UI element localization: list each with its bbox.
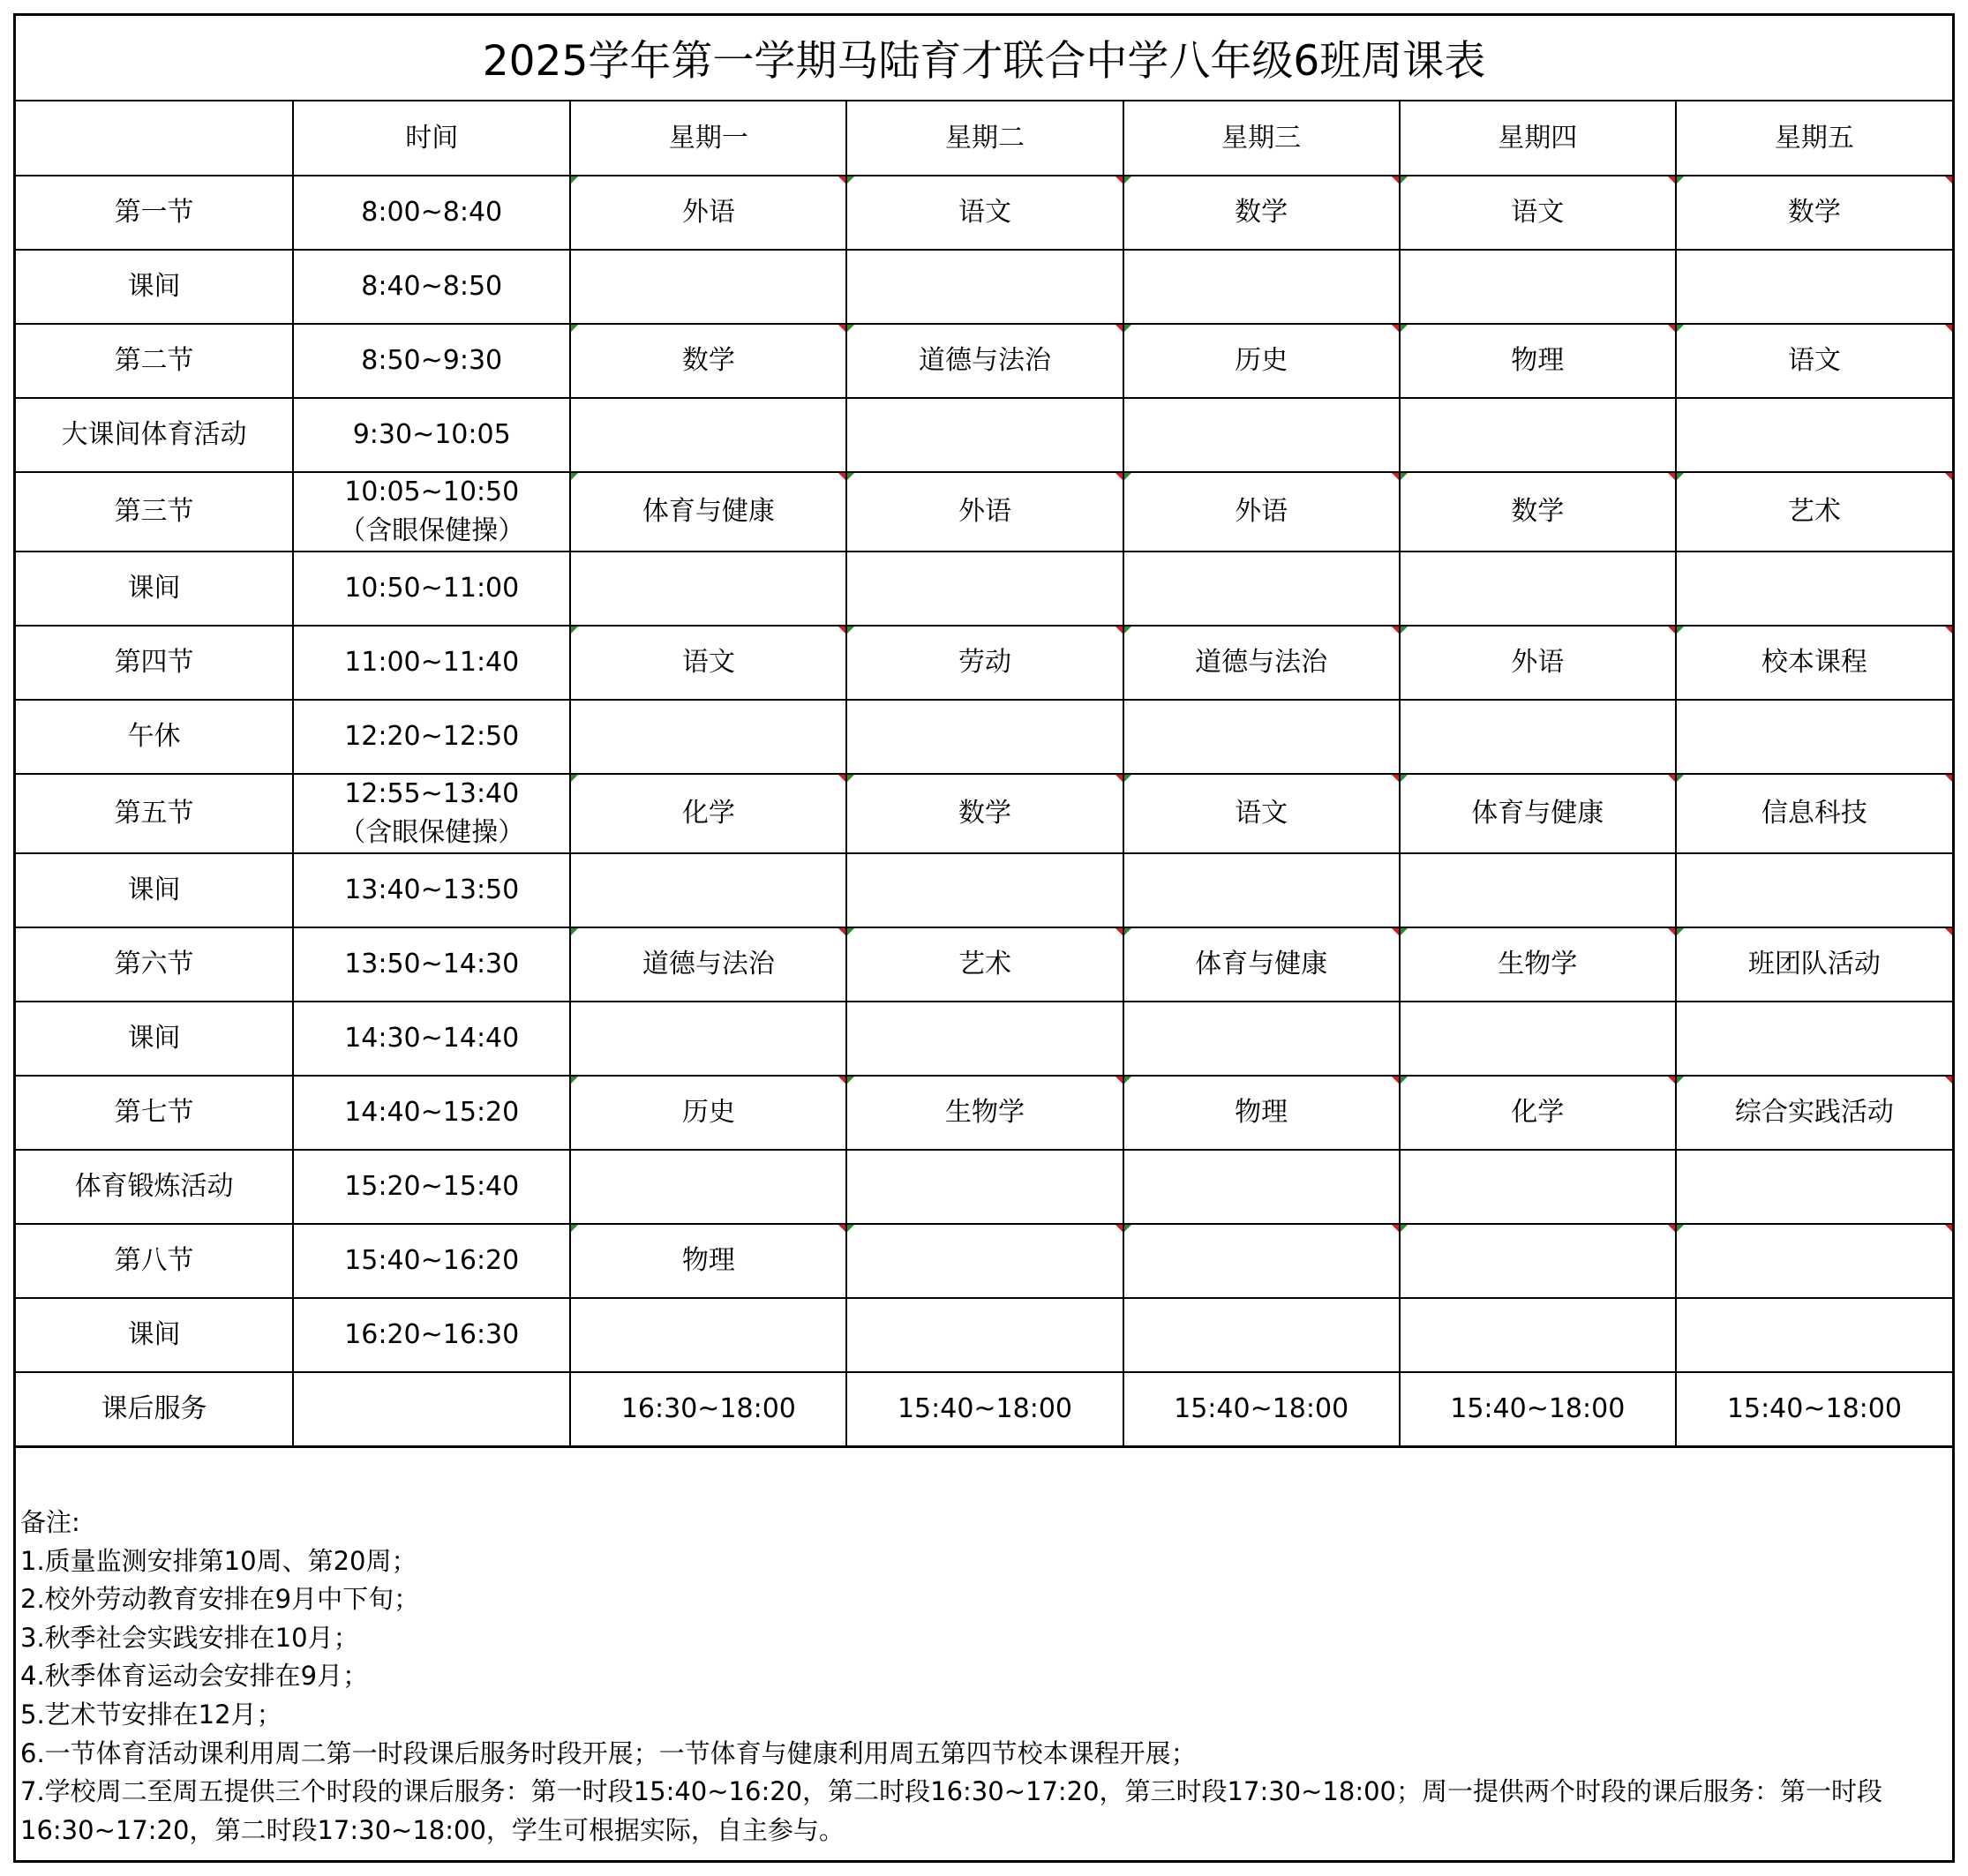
time-line: 14:40~15:20 (344, 1097, 520, 1128)
timetable-cell[interactable]: 语文 (1400, 176, 1676, 250)
header-cell-monday: 星期一 (570, 101, 846, 176)
timetable-cell[interactable] (570, 552, 846, 626)
table-row (16, 324, 1952, 398)
timetable-cell[interactable] (846, 552, 1123, 626)
note-item: 2.校外劳动教育安排在9月中下旬； (20, 1584, 420, 1615)
time-line: 8:40~8:50 (361, 271, 503, 302)
period-time (293, 1076, 570, 1150)
timetable-cell[interactable] (846, 1002, 1123, 1076)
header-cell-thursday: 星期四 (1400, 101, 1676, 176)
period-label: 第六节 (16, 927, 293, 1002)
timetable-cell[interactable]: 外语 (570, 176, 846, 250)
timetable-cell[interactable] (1123, 1224, 1400, 1298)
period-label: 第八节 (16, 1224, 293, 1298)
timetable-cell[interactable] (1676, 1224, 1952, 1298)
time-line: 15:40~16:20 (344, 1245, 520, 1276)
table-row (16, 1150, 1952, 1224)
period-label: 第三节 (16, 472, 293, 552)
timetable-cell[interactable] (1400, 700, 1676, 774)
time-line: 13:40~13:50 (344, 874, 520, 905)
timetable-cell[interactable]: 劳动 (846, 626, 1123, 700)
timetable-cell[interactable] (1400, 398, 1676, 472)
timetable-cell[interactable] (1676, 250, 1952, 324)
period-label: 课间 (16, 1298, 293, 1372)
period-label: 课间 (16, 853, 293, 927)
timetable-cell[interactable] (1676, 853, 1952, 927)
timetable-cell[interactable]: 历史 (570, 1076, 846, 1150)
time-line: 13:50~14:30 (344, 949, 520, 979)
timetable-cell[interactable] (1676, 1150, 1952, 1224)
timetable-cell[interactable] (1400, 1002, 1676, 1076)
timetable-cell[interactable]: 生物学 (1400, 927, 1676, 1002)
timetable-cell[interactable] (570, 250, 846, 324)
timetable-cell[interactable] (570, 853, 846, 927)
timetable-cell[interactable] (570, 700, 846, 774)
timetable-cell[interactable]: 外语 (846, 472, 1123, 552)
timetable-cell[interactable]: 数学 (1676, 176, 1952, 250)
timetable-cell[interactable]: 外语 (1400, 626, 1676, 700)
note-item: 6.一节体育活动课利用周二第一时段课后服务时段开展；一节体育与健康利用周五第四节校本课程开展； (20, 1737, 1197, 1768)
timetable-cell[interactable] (1123, 1298, 1400, 1372)
timetable-cell[interactable] (1123, 250, 1400, 324)
header-cell-wednesday: 星期三 (1123, 101, 1400, 176)
notes-heading: 备注: (20, 1507, 80, 1537)
header-cell-time: 时间 (293, 101, 570, 176)
period-time (293, 1002, 570, 1076)
period-time (293, 552, 570, 626)
timetable-cell[interactable]: 校本课程 (1676, 626, 1952, 700)
timetable-cell[interactable] (1123, 1150, 1400, 1224)
timetable-cell[interactable] (1123, 552, 1400, 626)
time-line: 11:00~11:40 (344, 647, 520, 678)
page-title: 2025学年第一学期马陆育才联合中学八年级6班周课表 (16, 16, 1952, 101)
timetable-cell[interactable]: 15:40~18:00 (846, 1372, 1123, 1446)
table-row (16, 853, 1952, 927)
timetable-cell[interactable]: 15:40~18:00 (1400, 1372, 1676, 1446)
timetable-cell[interactable]: 综合实践活动 (1676, 1076, 1952, 1150)
timetable-cell[interactable]: 道德与法治 (846, 324, 1123, 398)
timetable-cell[interactable]: 信息科技 (1676, 774, 1952, 853)
time-line: 12:20~12:50 (344, 721, 520, 752)
period-time (293, 1224, 570, 1298)
timetable-cell[interactable]: 语文 (846, 176, 1123, 250)
timetable-cell[interactable] (1400, 1224, 1676, 1298)
header-cell-tuesday: 星期二 (846, 101, 1123, 176)
period-time (293, 927, 570, 1002)
timetable-cell[interactable]: 物理 (1123, 1076, 1400, 1150)
period-label: 第七节 (16, 1076, 293, 1150)
period-label: 课间 (16, 1002, 293, 1076)
period-label: 第二节 (16, 324, 293, 398)
time-line: （含眼保健操） (339, 817, 525, 848)
timetable-cell[interactable] (1676, 700, 1952, 774)
timetable-cell[interactable] (1123, 1002, 1400, 1076)
timetable-cell[interactable] (846, 398, 1123, 472)
timetable-cell[interactable]: 16:30~18:00 (570, 1372, 846, 1446)
table-row (16, 1298, 1952, 1372)
timetable-cell[interactable] (846, 700, 1123, 774)
period-label: 午休 (16, 700, 293, 774)
period-time (293, 853, 570, 927)
timetable-cell[interactable] (1676, 552, 1952, 626)
table-row (16, 927, 1952, 1002)
timetable-cell[interactable] (570, 1298, 846, 1372)
timetable-cell[interactable] (1676, 1002, 1952, 1076)
timetable-cell[interactable]: 艺术 (1676, 472, 1952, 552)
timetable-cell[interactable]: 化学 (570, 774, 846, 853)
time-line: 9:30~10:05 (352, 419, 511, 450)
timetable-cell[interactable] (1400, 853, 1676, 927)
timetable-cell[interactable]: 道德与法治 (1123, 626, 1400, 700)
time-line: 8:50~9:30 (361, 345, 503, 376)
timetable-cell[interactable]: 体育与健康 (1123, 927, 1400, 1002)
period-label: 大课间体育活动 (16, 398, 293, 472)
period-time (293, 1298, 570, 1372)
period-label: 课间 (16, 250, 293, 324)
period-time (293, 626, 570, 700)
note-item: 3.秋季社会实践安排在10月； (20, 1622, 359, 1653)
timetable-cell[interactable]: 道德与法治 (570, 927, 846, 1002)
timetable-cell[interactable]: 班团队活动 (1676, 927, 1952, 1002)
timetable-cell[interactable] (1400, 552, 1676, 626)
table-row (16, 626, 1952, 700)
header-cell-friday: 星期五 (1676, 101, 1952, 176)
timetable (16, 101, 1952, 1448)
table-row (16, 1002, 1952, 1076)
table-row (16, 774, 1952, 853)
period-label: 第一节 (16, 176, 293, 250)
timetable-cell[interactable] (1676, 1298, 1952, 1372)
period-label: 课后服务 (16, 1372, 293, 1446)
timetable-cell[interactable]: 物理 (570, 1224, 846, 1298)
table-row (16, 552, 1952, 626)
timetable-cell[interactable] (570, 398, 846, 472)
timetable-cell[interactable]: 体育与健康 (570, 472, 846, 552)
table-row (16, 1224, 1952, 1298)
timetable-cell[interactable] (570, 1150, 846, 1224)
timetable-cell[interactable] (846, 1298, 1123, 1372)
period-label: 体育锻炼活动 (16, 1150, 293, 1224)
note-item: 1.质量监测安排第10周、第20周； (20, 1545, 417, 1576)
period-time (293, 1150, 570, 1224)
time-line: 16:20~16:30 (344, 1319, 520, 1350)
timetable-sheet (13, 13, 1955, 1863)
table-row (16, 176, 1952, 250)
timetable-cell[interactable]: 语文 (570, 626, 846, 700)
timetable-cell[interactable]: 语文 (1676, 324, 1952, 398)
timetable-cell[interactable] (1123, 853, 1400, 927)
time-line: 12:55~13:40 (344, 778, 520, 809)
timetable-cell[interactable]: 15:40~18:00 (1676, 1372, 1952, 1446)
timetable-cell[interactable]: 艺术 (846, 927, 1123, 1002)
timetable-cell[interactable]: 数学 (846, 774, 1123, 853)
timetable-cell[interactable] (1400, 250, 1676, 324)
period-time (293, 472, 570, 552)
timetable-cell[interactable]: 历史 (1123, 324, 1400, 398)
timetable-cell[interactable]: 15:40~18:00 (1123, 1372, 1400, 1446)
time-line: 8:00~8:40 (361, 197, 503, 228)
note-item: 5.艺术节安排在12月； (20, 1699, 282, 1730)
table-row (16, 1372, 1952, 1446)
table-row (16, 700, 1952, 774)
timetable-cell[interactable] (1400, 1150, 1676, 1224)
timetable-cell[interactable] (1123, 398, 1400, 472)
timetable-cell[interactable]: 数学 (1123, 176, 1400, 250)
table-row (16, 250, 1952, 324)
note-item: 4.秋季体育运动会安排在9月； (20, 1661, 369, 1692)
table-row (16, 1076, 1952, 1150)
timetable-cell[interactable]: 化学 (1400, 1076, 1676, 1150)
period-label: 课间 (16, 552, 293, 626)
time-line: 10:50~11:00 (344, 573, 520, 604)
period-label: 第五节 (16, 774, 293, 853)
header-row (16, 101, 1952, 176)
timetable-cell[interactable]: 数学 (1400, 472, 1676, 552)
notes-section (20, 1504, 1944, 1850)
period-time (293, 176, 570, 250)
timetable-cell[interactable] (846, 1224, 1123, 1298)
timetable-cell[interactable] (846, 250, 1123, 324)
timetable-cell[interactable] (1400, 1298, 1676, 1372)
period-time (293, 250, 570, 324)
period-time (293, 774, 570, 853)
timetable-cell[interactable] (570, 1002, 846, 1076)
timetable-cell[interactable]: 生物学 (846, 1076, 1123, 1150)
header-cell-corner (16, 101, 293, 176)
timetable-cell[interactable] (846, 853, 1123, 927)
timetable-cell[interactable]: 物理 (1400, 324, 1676, 398)
timetable-cell[interactable] (1676, 398, 1952, 472)
period-time (293, 700, 570, 774)
table-row (16, 472, 1952, 552)
timetable-cell[interactable]: 外语 (1123, 472, 1400, 552)
time-line: 10:05~10:50 (344, 477, 520, 507)
timetable-body (16, 101, 1952, 1446)
period-time (293, 1372, 570, 1446)
time-line: 14:30~14:40 (344, 1023, 520, 1054)
note-item: 7.学校周二至周五提供三个时段的课后服务：第一时段15:40~16:20，第二时段16:30~17:20，第三时段17:30~18:00；周一提供两个时段的课后服务：第一时段16:30~17:20，第二时段17:30~18:00，学生可根据实际，自主参与。 (20, 1776, 1883, 1845)
table-row (16, 398, 1952, 472)
timetable-cell[interactable]: 数学 (570, 324, 846, 398)
time-line: 15:20~15:40 (344, 1171, 520, 1202)
period-time (293, 398, 570, 472)
timetable-cell[interactable]: 语文 (1123, 774, 1400, 853)
timetable-cell[interactable]: 体育与健康 (1400, 774, 1676, 853)
time-line: （含眼保健操） (339, 515, 525, 546)
period-label: 第四节 (16, 626, 293, 700)
timetable-cell[interactable] (846, 1150, 1123, 1224)
period-time (293, 324, 570, 398)
timetable-cell[interactable] (1123, 700, 1400, 774)
